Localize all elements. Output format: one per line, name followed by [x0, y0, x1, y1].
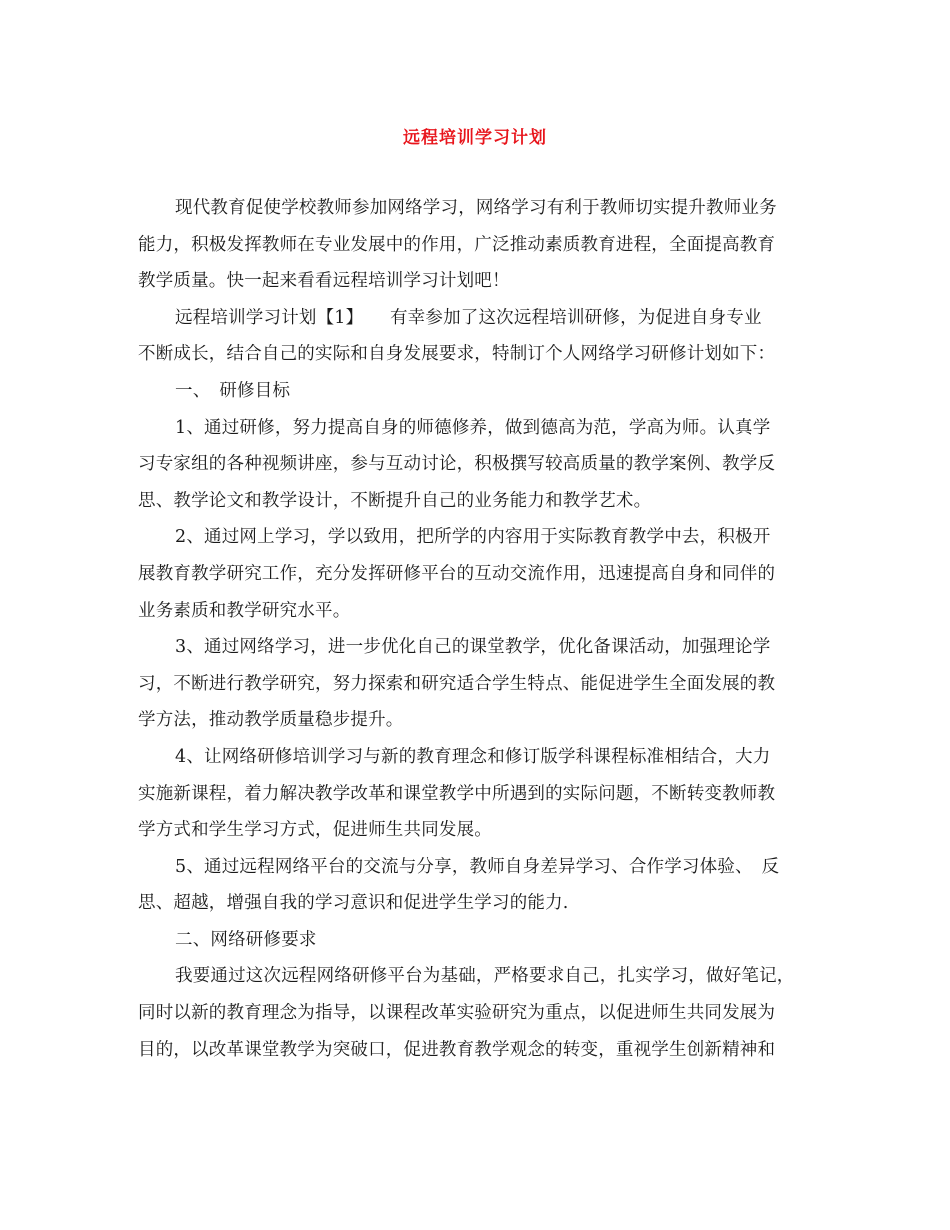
text-line: 习，不断进行教学研究，努力探索和研究适合学生特点、能促进学生全面发展的教 [138, 673, 776, 694]
text-line: 展教育教学研究工作，充分发挥研修平台的互动交流作用，迅速提高自身和同伴的 [138, 563, 776, 584]
text-line: 学方法，推动教学质量稳步提升。 [138, 710, 404, 731]
text-line: 不断成长，结合自己的实际和自身发展要求，特制订个人网络学习研修计划如下： [138, 344, 776, 365]
text-line: 3、通过网络学习，进一步优化自己的课堂教学，优化备课活动，加强理论学 [175, 637, 771, 658]
text-line: 学方式和学生学习方式，促进师生共同发展。 [138, 820, 492, 841]
text-line: 教学质量。快一起来看看远程培训学习计划吧！ [138, 271, 510, 292]
text-line: 2、通过网上学习，学以致用，把所学的内容用于实际教育教学中去，积极开 [175, 527, 771, 548]
text-line: 习专家组的各种视频讲座，参与互动讨论，积极撰写较高质量的教学案例、教学反 [138, 454, 776, 475]
text-line: 业务素质和教学研究水平。 [138, 600, 351, 621]
document-title: 远程培训学习计划 [403, 128, 547, 148]
text-line: 4、让网络研修培训学习与新的教育理念和修订版学科课程标准相结合，大力 [175, 746, 771, 767]
text-line: 远程培训学习计划【1】 有幸参加了这次远程培训研修，为促进自身专业 [175, 307, 762, 328]
text-line: 5、通过远程网络平台的交流与分享，教师自身差异学习、合作学习体验、 反 [175, 856, 780, 877]
text-line: 思、教学论文和教学设计，不断提升自己的业务能力和教学艺术。 [138, 490, 652, 511]
text-line: 我要通过这次远程网络研修平台为基础，严格要求自己，扎实学习，做好笔记， [175, 966, 795, 987]
text-line: 能力，积极发挥教师在专业发展中的作用，广泛推动素质教育进程，全面提高教育 [138, 234, 776, 255]
text-line: 一、 研修目标 [175, 380, 291, 401]
text-line: 现代教育促使学校教师参加网络学习，网络学习有利于教师切实提升教师业务 [175, 198, 777, 218]
document-body [138, 190, 820, 1068]
text-line: 目的，以改革课堂教学为突破口，促进教育教学观念的转变，重视学生创新精神和 [138, 1039, 776, 1060]
text-line: 实施新课程，着力解决教学改革和课堂教学中所遇到的实际问题，不断转变教师教 [138, 783, 776, 804]
text-line: 思、超越，增强自我的学习意识和促进学生学习的能力. [138, 893, 569, 914]
text-line: 1、通过研修，努力提高自身的师德修养，做到德高为范，学高为师。认真学 [175, 417, 771, 438]
text-line: 二、网络研修要求 [175, 929, 317, 950]
text-line: 同时以新的教育理念为指导，以课程改革实验研究为重点，以促进师生共同发展为 [138, 1003, 776, 1024]
